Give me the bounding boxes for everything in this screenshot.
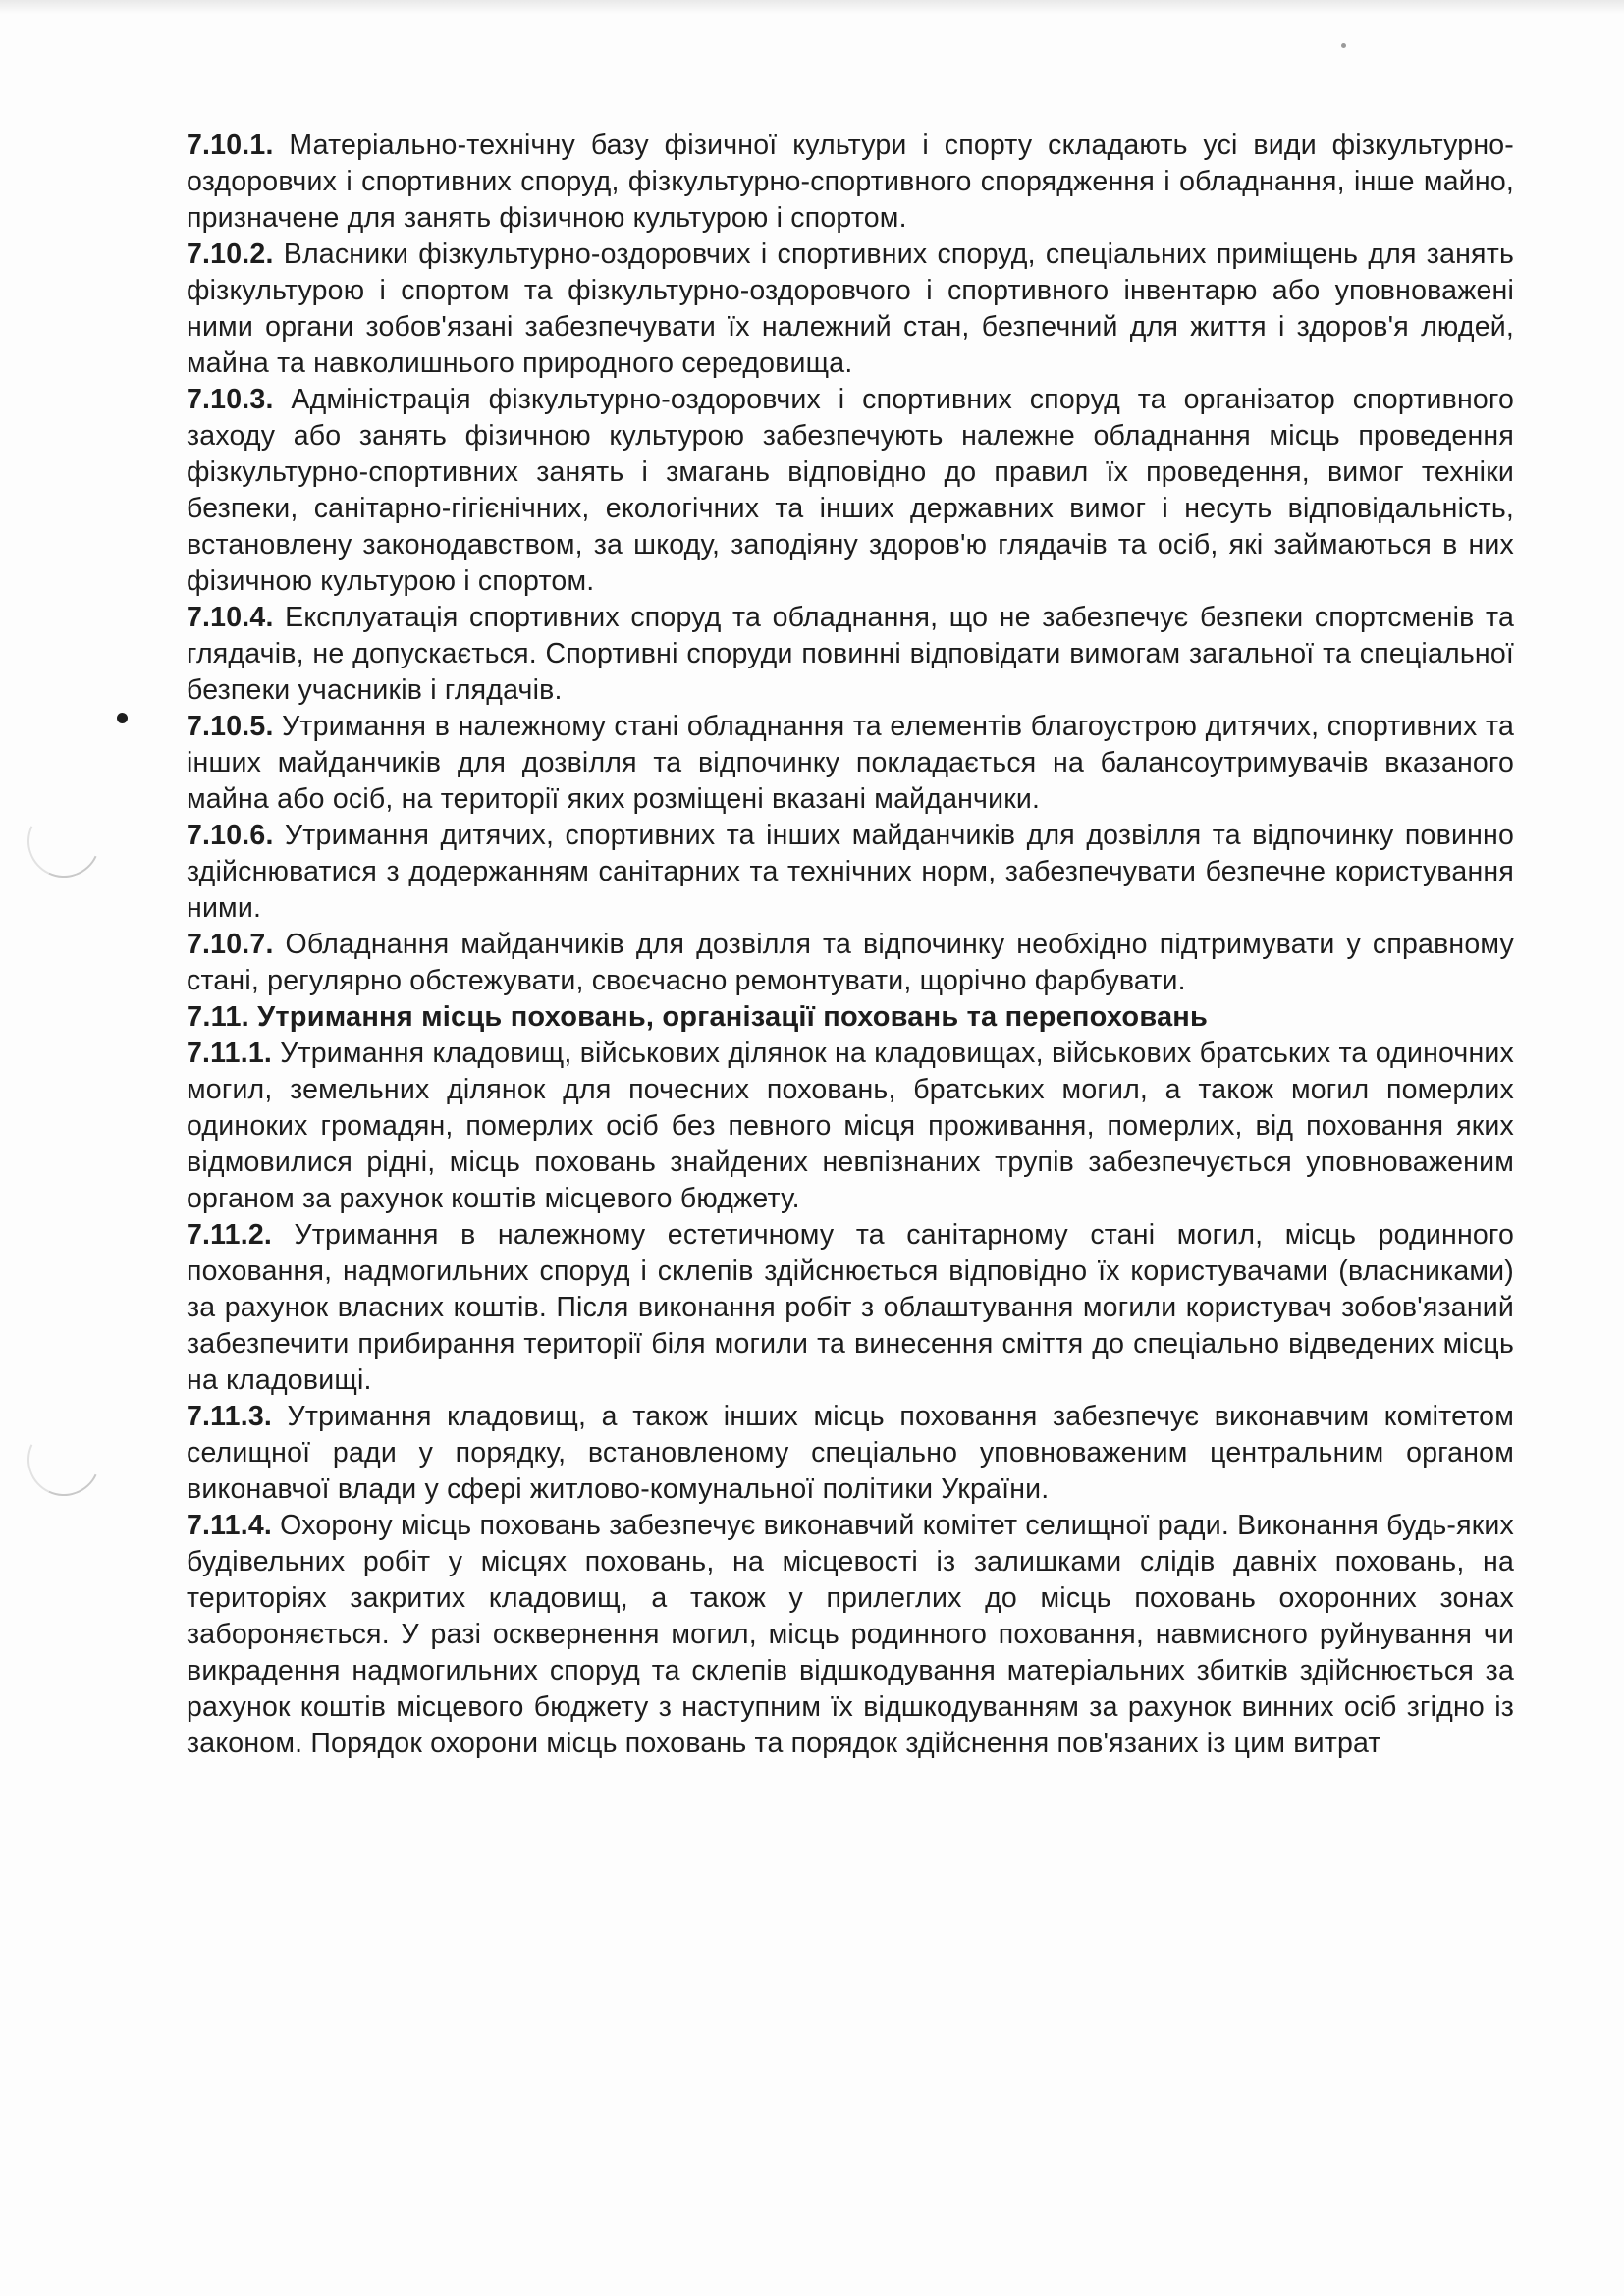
paragraph-7-10-1 xyxy=(187,128,1514,237)
paragraph-7-10-7 xyxy=(187,927,1514,999)
paragraph-text: Утримання в належному стані обладнання та елементів благоустрою дитячих, спортивних та інших майданчиків для дозвілля та відпочинку покладається на балансоутримувачів вказаного майна або осіб, на території яких розміщені вказані майданчики. xyxy=(187,711,1514,815)
paragraph-text: Утримання кладовищ, а також інших місць поховання забезпечує виконавчим комітетом селищної ради у порядку, встановленому спеціально уповноваженим центральним органом виконавчої влади у сфері житлово-комунальної політики України. xyxy=(187,1401,1514,1505)
paragraph-number: 7.10.4. xyxy=(187,602,274,633)
paragraph-number: 7.11.2. xyxy=(187,1219,272,1251)
paragraph-7-10-5 xyxy=(187,709,1514,818)
paragraph-number: 7.10.6. xyxy=(187,820,274,851)
paragraph-number: 7.11.1. xyxy=(187,1038,272,1069)
paragraph-7-10-6 xyxy=(187,818,1514,927)
paragraph-number: 7.11.4. xyxy=(187,1510,272,1541)
paragraph-text: Утримання в належному естетичному та санітарному стані могил, місць родинного поховання, надмогильних споруд і склепів здійснюється відповідно їх користувачами (власниками) за рахунок власних коштів. Після виконання робіт з облаштування могили користувач зобов'язаний забезпечити прибирання території біля могили та винесення сміття до спеціально відведених місць на кладовищі. xyxy=(187,1219,1514,1396)
paragraph-7-11-3 xyxy=(187,1399,1514,1508)
paragraph-7-11-2 xyxy=(187,1217,1514,1399)
paragraph-text: Утримання кладовищ, військових ділянок на кладовищах, військових братських та одиночних могил, земельних ділянок для почесних поховань, братських могил, а також могил померлих одиноких громадян, померлих осіб без певного місця проживання, померлих, від поховання яких відмовилися рідні, місць поховань знайдених невпізнаних трупів забезпечується уповноваженим органом за рахунок коштів місцевого бюджету. xyxy=(187,1038,1514,1214)
paragraph-number: 7.10.5. xyxy=(187,711,274,742)
paragraph-text: Експлуатація спортивних споруд та обладнання, що не забезпечує безпеки спортсменів та глядачів, не допускається. Спортивні споруди повинні відповідати вимогам загальної та спеціальної безпеки учасників і глядачів. xyxy=(187,602,1514,706)
paragraph-number: 7.10.7. xyxy=(187,929,274,960)
paragraph-7-10-2 xyxy=(187,237,1514,382)
paragraph-7-11-1 xyxy=(187,1036,1514,1217)
paragraph-text: Охорону місць поховань забезпечує виконавчий комітет селищної ради. Виконання будь-яких будівельних робіт у місцях поховань, на місцевості із залишками слідів давніх поховань, на територіях закритих кладовищ, а також у прилеглих до місць поховань охоронних зонах забороняється. У разі осквернення могил, місць родинного поховання, навмисного руйнування чи викрадення надмогильних споруд та склепів відшкодування матеріальних збитків здійснюється за рахунок коштів місцевого бюджету з наступним їх відшкодуванням за рахунок винних осіб згідно із законом. Порядок охорони місць поховань та порядок здійснення пов'язаних із цим витрат xyxy=(187,1510,1514,1759)
punch-hole-shadow xyxy=(18,1414,111,1507)
paragraph-7-10-3 xyxy=(187,382,1514,600)
paragraph-7-11-4 xyxy=(187,1508,1514,1762)
margin-dot xyxy=(117,713,128,723)
paragraph-number: 7.10.1. xyxy=(187,130,274,161)
paragraph-7-10-4 xyxy=(187,600,1514,709)
punch-hole-shadow xyxy=(18,795,111,888)
paragraph-number: 7.10.2. xyxy=(187,239,274,270)
section-heading: 7.11. Утримання місць поховань, організації поховань та перепоховань xyxy=(187,1001,1209,1033)
paragraph-text: Обладнання майданчиків для дозвілля та відпочинку необхідно підтримувати у справному стані, регулярно обстежувати, своєчасно ремонтувати, щорічно фарбувати. xyxy=(187,929,1514,996)
paragraph-number: 7.11.3. xyxy=(187,1401,272,1432)
paragraph-text: Власники фізкультурно-оздоровчих і спортивних споруд, спеціальних приміщень для занять фізкультурою і спортом та фізкультурно-оздоровчого і спортивного інвентарю або уповноважені ними органи зобов'язані забезпечувати їх належний стан, безпечний для життя і здоров'я людей, майна та навколишнього природного середовища. xyxy=(187,239,1514,379)
paragraph-number: 7.10.3. xyxy=(187,384,274,415)
document-body xyxy=(187,128,1514,1762)
scan-speck xyxy=(1341,43,1346,48)
scan-top-edge xyxy=(0,0,1624,14)
paragraph-text: Утримання дитячих, спортивних та інших майданчиків для дозвілля та відпочинку повинно здійснюватися з додержанням санітарних та технічних норм, забезпечувати безпечне користування ними. xyxy=(187,820,1514,924)
paragraph-text: Матеріально-технічну базу фізичної культури і спорту складають усі види фізкультурно-оздоровчих і спортивних споруд, фізкультурно-спортивного спорядження і обладнання, інше майно, призначене для занять фізичною культурою і спортом. xyxy=(187,130,1514,234)
paragraph-text: Адміністрація фізкультурно-оздоровчих і спортивних споруд та організатор спортивного заходу або занять фізичною культурою забезпечують належне обладнання місць проведення фізкультурно-спортивних занять і змагань відповідно до правил їх проведення, вимог техніки безпеки, санітарно-гігієнічних, екологічних та інших державних вимог і несуть відповідальність, встановлену законодавством, за шкоду, заподіяну здоров'ю глядачів та осіб, які займаються в них фізичною культурою і спортом. xyxy=(187,384,1515,597)
